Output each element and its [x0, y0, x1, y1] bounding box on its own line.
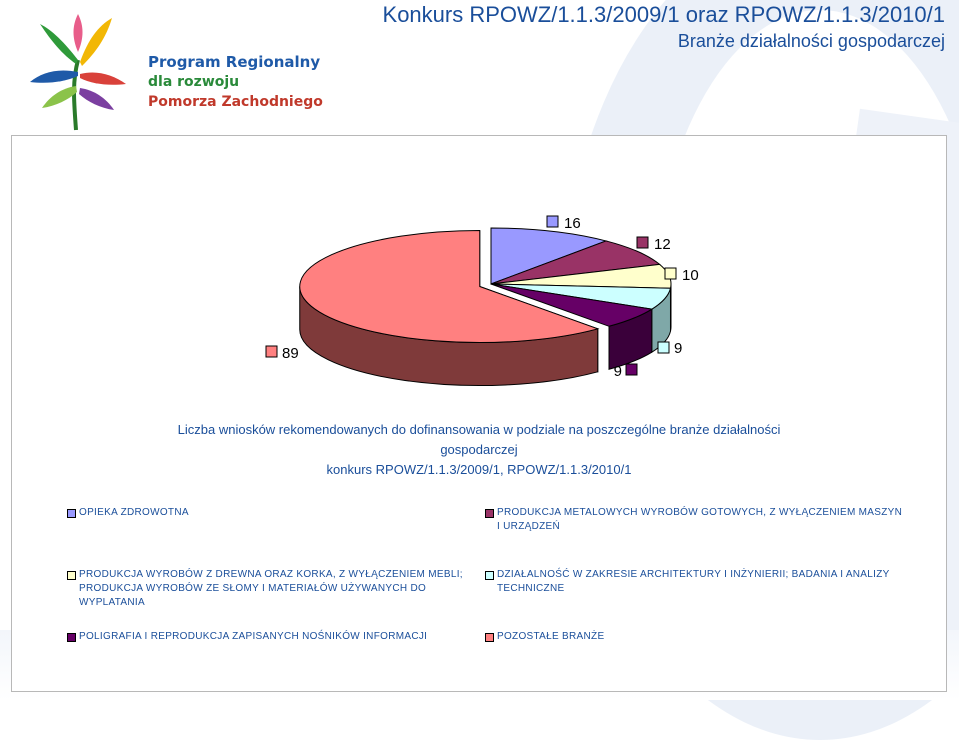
program-brand: [148, 52, 348, 112]
value-label-swatch-5: [266, 346, 277, 357]
value-label-swatch-2: [665, 268, 676, 279]
value-label-swatch-1: [637, 237, 648, 248]
value-label-swatch-3: [658, 342, 669, 353]
page-title: Konkurs RPOWZ/1.1.3/2009/1 oraz RPOWZ/1.1.3/2010/1: [382, 2, 945, 27]
legend-label-3: DZIAŁALNOŚĆ W ZAKRESIE ARCHITEKTURY I INŻYNIERII; BADANIA I ANALIZY TECHNICZNE: [497, 569, 890, 594]
legend-swatch-5: [485, 633, 494, 642]
page-subtitle: Branże działalności gospodarczej: [677, 31, 945, 51]
value-label-3: 9: [674, 340, 683, 357]
value-label-4: 9: [613, 363, 622, 380]
legend-label-5: POZOSTAŁE BRANŻE: [497, 631, 605, 642]
legend-label-0: OPIEKA ZDROWOTNA: [79, 507, 189, 518]
brand-line-2: dla rozwoju: [148, 74, 240, 90]
chart-title-line-2: gospodarczej: [440, 442, 518, 457]
chart-title-line-3: konkurs RPOWZ/1.1.3/2009/1, RPOWZ/1.1.3/2010/1: [326, 462, 632, 477]
legend-label-4: POLIGRAFIA I REPRODUKCJA ZAPISANYCH NOŚNIKÓW INFORMACJI: [79, 631, 428, 642]
legend-item-1: [485, 506, 905, 534]
value-label-swatch-0: [547, 216, 558, 227]
legend-swatch-1: [485, 509, 494, 518]
legend-label-2: PRODUKCJA WYROBÓW Z DREWNA ORAZ KORKA, Z WYŁĄCZENIEM MEBLI; PRODUKCJA WYROBÓW ZE SŁOMY I MATERIAŁÓW UŻYWANYCH DO WYPLATANIA: [79, 569, 463, 608]
legend-swatch-3: [485, 571, 494, 580]
chart-title-line-1: Liczba wniosków rekomendowanych do dofinansowania w podziale na poszczególne branże działalności: [177, 422, 781, 437]
legend-item-4: [67, 630, 467, 644]
legend-swatch-0: [67, 509, 76, 518]
legend-item-0: [67, 506, 467, 520]
legend-item-3: [485, 568, 905, 596]
legend-item-5: [485, 630, 905, 644]
legend-label-1: PRODUKCJA METALOWYCH WYROBÓW GOTOWYCH, Z WYŁĄCZENIEM MASZYN I URZĄDZEŃ: [497, 507, 903, 532]
page-header: [383, 2, 945, 54]
legend-item-2: [67, 568, 467, 610]
chart-frame: [11, 135, 947, 692]
value-label-1: 12: [654, 236, 671, 253]
value-label-2: 10: [682, 267, 699, 284]
brand-line-1: Program Regionalny: [148, 53, 321, 71]
legend-swatch-2: [67, 571, 76, 580]
program-logo-icon: [22, 12, 132, 132]
value-label-5: 89: [282, 345, 299, 362]
value-label-swatch-4: [626, 364, 637, 375]
chart-caption: [11, 420, 947, 480]
brand-line-3: Pomorza Zachodniego: [148, 94, 323, 110]
value-label-0: 16: [564, 215, 581, 232]
legend-swatch-4: [67, 633, 76, 642]
